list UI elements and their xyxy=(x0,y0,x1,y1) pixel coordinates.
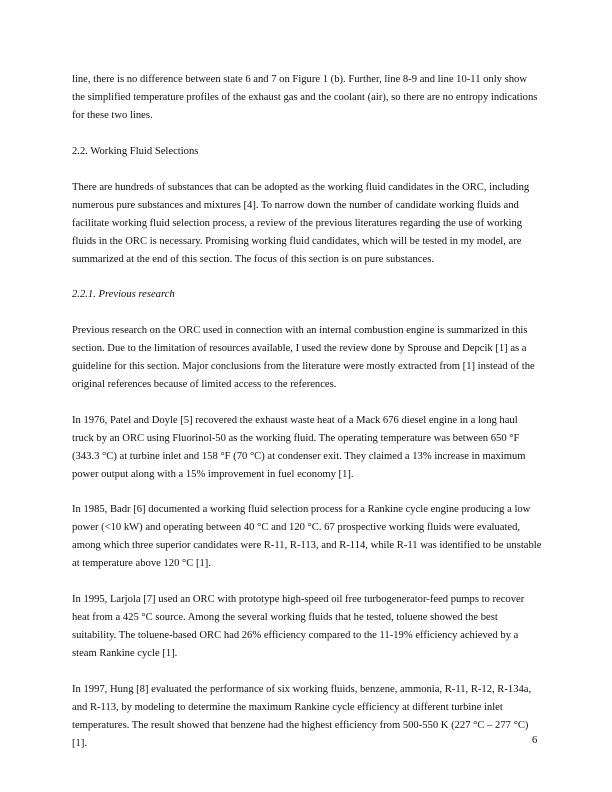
subsection-heading: 2.2.1. Previous research xyxy=(72,289,175,301)
paragraph-working-fluids-intro: There are hundreds of substances that can be adopted as the working fluid candidates in the ORC, including numerous pure substances and mixtures [4]. To narrow down the number of candidate working fluids and facilitate working fluid selection process, a review of the previous literatures regarding the use of working fluids in the ORC is necessary. Promising working fluid candidates, which will be tested in my model, are summarized at the end of this section. The focus of this section is on pure substances. xyxy=(72,181,530,265)
paragraph-continuation: line, there is no difference between state 6 and 7 on Figure 1 (b). Further, line 8-9 and line 10-11 only show the simplified temperature profiles of the exhaust gas and the coolant (air), so there are no entropy indications for these two lines. xyxy=(72,74,538,121)
paragraph-larjola: In 1995, Larjola [7] used an ORC with prototype high-speed oil free turbogenerator-feed pumps to recover heat from a 425 °C source. Among the several working fluids that he tested, toluene showed the best suitability. The toluene-based ORC had 26% efficiency compared to the 11-19% efficiency achieved by a steam Rankine cycle [1]. xyxy=(72,593,525,659)
page-body xyxy=(72,71,542,770)
paragraph-hung: In 1997, Hung [8] evaluated the performance of six working fluids, benzene, ammonia, R-11, R-12, R-134a, and R-113, by modeling to determine the maximum Rankine cycle efficiency at different turbine inlet temperatures. The result showed that benzene had the highest efficiency from 500-550 K (227 °C – 277 °C) [1]. xyxy=(72,683,532,749)
paragraph-badr: In 1985, Badr [6] documented a working fluid selection process for a Rankine cycle engine producing a low power (<10 kW) and operating between 40 °C and 120 °C. 67 prospective working fluids were evaluated, among which three superior candidates were R-11, R-113, and R-114, while R-11 was identified to be unstable at temperature above 120 °C [1]. xyxy=(72,504,542,570)
section-heading: 2.2. Working Fluid Selections xyxy=(72,145,199,157)
paragraph-patel-doyle: In 1976, Patel and Doyle [5] recovered the exhaust waste heat of a Mack 676 diesel engine in a long haul truck by an ORC using Fluorinol-50 as the working fluid. The operating temperature was between 650 °F (343.3 °C) at turbine inlet and 158 °F (70 °C) at condenser exit. They claimed a 13% increase in maximum power output along with a 15% improvement in fuel economy [1]. xyxy=(72,414,526,480)
paragraph-previous-research: Previous research on the ORC used in connection with an internal combustion engine is summarized in this section. Due to the limitation of resources available, I used the review done by Sprouse and Depcik [1] as a guideline for this section. Major conclusions from the literature were mostly extracted from [1] instead of the original references because of limited access to the references. xyxy=(72,325,535,391)
page-number: 6 xyxy=(532,735,538,746)
